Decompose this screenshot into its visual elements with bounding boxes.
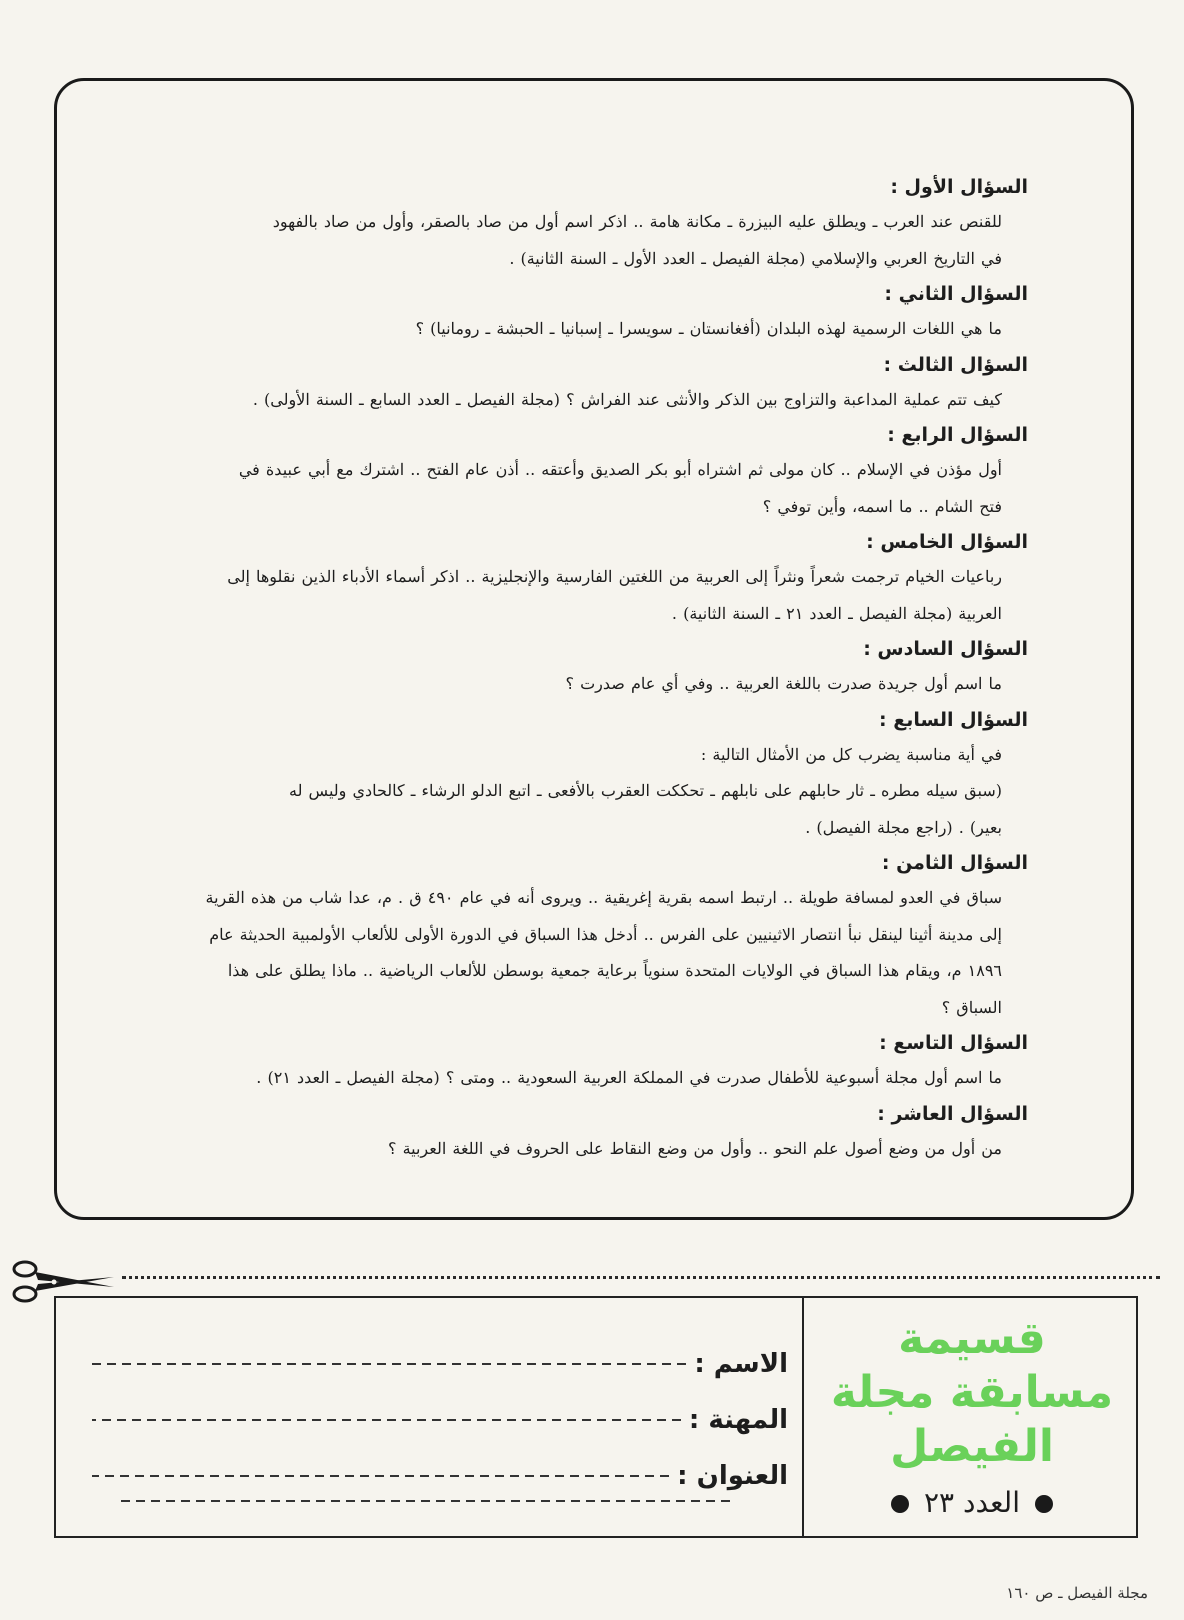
question-title: السؤال الثامن : xyxy=(881,852,1028,874)
profession-label: المهنة : xyxy=(688,1405,788,1435)
name-label: الاسم : xyxy=(694,1349,788,1379)
question-title: السؤال الثالث : xyxy=(883,353,1028,376)
page-footer: مجلة الفيصل ـ ص ١٦٠ xyxy=(1006,1584,1148,1602)
bullet-icon xyxy=(891,1495,909,1513)
questions-section xyxy=(176,170,1028,1167)
profession-field[interactable] xyxy=(92,1419,681,1421)
coupon-divider xyxy=(802,1298,804,1536)
question-text: كيف تتم عملية المداعبة والتزاوج بين الذكر والأنثى عند الفراش ؟ (مجلة الفيصل ـ العدد السابع ـ السنة الأولى) . xyxy=(252,389,1002,409)
question-title: السؤال الثاني : xyxy=(884,283,1028,305)
question-text: بعير) . (راجع مجلة الفيصل) . xyxy=(805,817,1002,837)
coupon-title-line-1: قسيمة xyxy=(898,1313,1046,1364)
question-text: ما اسم أول جريدة صدرت باللغة العربية .. وفي أي عام صدرت ؟ xyxy=(565,674,1002,693)
question-title: السؤال العاشر : xyxy=(877,1102,1028,1125)
question-text: العربية (مجلة الفيصل ـ العدد ٢١ ـ السنة الثانية) . xyxy=(671,603,1002,623)
address-field-second-line[interactable] xyxy=(118,1500,730,1502)
question-title: السؤال التاسع : xyxy=(879,1032,1028,1054)
coupon-title-line-2: مسابقة مجلة xyxy=(830,1367,1114,1418)
question-title: السؤال الأول : xyxy=(890,176,1028,198)
issue-label: العدد ٢٣ xyxy=(924,1486,1020,1519)
question-text: ما هي اللغات الرسمية لهذه البلدان (أفغانستان ـ سويسرا ـ إسبانيا ـ الحبشة ـ رومانيا) ؟ xyxy=(415,319,1002,338)
question-text: في أية مناسبة يضرب كل من الأمثال التالية : xyxy=(700,744,1002,764)
question-title: السؤال الرابع : xyxy=(887,424,1028,446)
question-text: من أول من وضع أصول علم النحو .. وأول من وضع النقاط على الحروف في اللغة العربية ؟ xyxy=(387,1138,1002,1158)
question-text: ١٨٩٦ م، ويقام هذا السباق في الولايات المتحدة سنوياً برعاية جمعية بوسطن للألعاب الرياضية .. ماذا يطلق على هذا xyxy=(227,961,1002,980)
question-title: السؤال الخامس : xyxy=(866,531,1028,553)
question-text: فتح الشام .. ما اسمه، وأين توفي ؟ xyxy=(762,496,1002,516)
question-text: إلى مدينة أثينا لينقل نبأ انتصار الاثينيين على الفرس .. أدخل هذا السباق في الدورة الأولى للألعاب الأولمبية الحديثة عام xyxy=(209,924,1002,944)
address-label: العنوان : xyxy=(677,1461,788,1491)
name-row xyxy=(92,1336,788,1392)
question-text: (سبق سيله مطره ـ ثار حابلهم على نابلهم ـ تحككت العقرب بالأفعى ـ اتبع الدلو الرشاء ـ كالحادي وليس له xyxy=(289,781,1002,800)
entry-coupon xyxy=(54,1296,1138,1538)
profession-row xyxy=(92,1392,788,1448)
question-text: سباق في العدو لمسافة طويلة .. ارتبط اسمه بقرية إغريقية .. ويروى أنه في عام ٤٩٠ ق . م، عدا شاب من هذه القرية xyxy=(205,888,1002,907)
question-title: السؤال السابع : xyxy=(879,708,1028,731)
question-title: السؤال السادس : xyxy=(863,638,1028,660)
coupon-title-line-3: الفيصل xyxy=(890,1421,1054,1472)
dotted-cut-line xyxy=(122,1276,1160,1279)
address-field[interactable] xyxy=(92,1475,669,1477)
question-text: للقنص عند العرب ـ ويطلق عليه البيزرة ـ مكانة هامة .. اذكر اسم أول من صاد بالصقر، وأول من صاد بالفهود xyxy=(272,212,1002,231)
question-text: ما اسم أول مجلة أسبوعية للأطفال صدرت في المملكة العربية السعودية .. ومتى ؟ (مجلة الفيصل ـ العدد ٢١) . xyxy=(256,1068,1002,1087)
question-text: السباق ؟ xyxy=(941,997,1002,1017)
name-field[interactable] xyxy=(92,1363,686,1365)
address-row xyxy=(92,1448,788,1504)
question-text: أول مؤذن في الإسلام .. كان مولى ثم اشتراه أبو بكر الصديق وأعتقه .. أذن عام الفتح .. اشترك مع أبي عبيدة في xyxy=(238,460,1002,479)
coupon-form xyxy=(92,1336,788,1504)
question-text: في التاريخ العربي والإسلامي (مجلة الفيصل ـ العدد الأول ـ السنة الثانية) . xyxy=(509,248,1002,268)
question-text: رباعيات الخيام ترجمت شعراً ونثراً إلى العربية من اللغتين الفارسية والإنجليزية .. اذكر أسماء الأدباء الذين نقلوها إلى xyxy=(227,567,1002,586)
issue-number xyxy=(808,1486,1136,1519)
bullet-icon xyxy=(1035,1495,1053,1513)
coupon-title xyxy=(808,1312,1136,1474)
